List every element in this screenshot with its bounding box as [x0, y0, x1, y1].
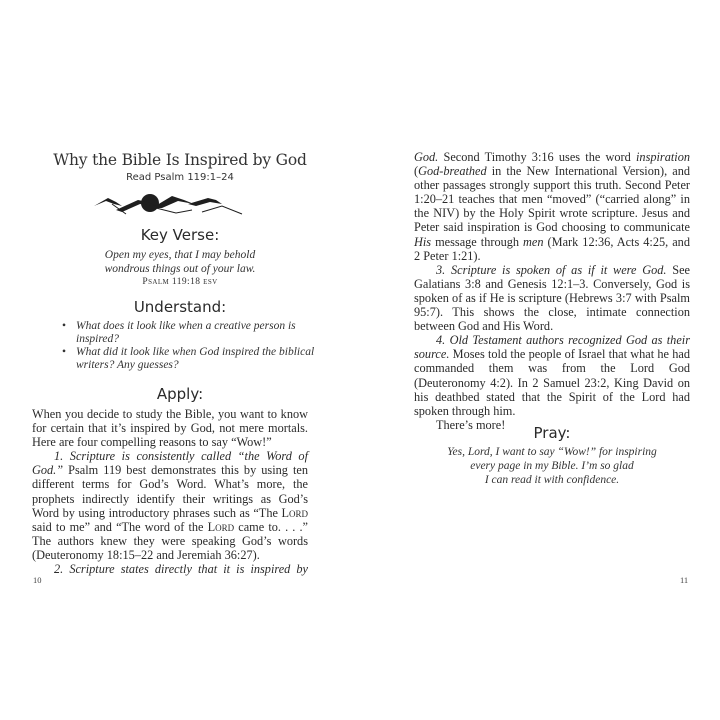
point-3: 3. Scripture is spoken of as if it were God. See Galatians 3:8 and Genesis 12:1–3. Conversely, God is spoken of as if He is scripture (Hebrews 3:7 with Psalm 95:7). This shows the close, intimate connection between God and His Word. — [414, 262, 690, 334]
prayer-line: every page in my Bible. I’m so glad — [470, 460, 634, 472]
prayer-text — [414, 445, 690, 487]
closing-line: There’s more! — [436, 417, 506, 432]
mountains-sun-icon — [92, 190, 244, 216]
key-verse-reference: Psalm 119:18 esv — [142, 277, 218, 287]
understand-questions — [62, 320, 332, 372]
question-item: • What does it look like when a creative person is inspired? — [62, 320, 296, 345]
reading-reference: Read Psalm 119:1–24 — [126, 172, 234, 183]
apply-heading: Apply: — [156, 385, 204, 403]
right-body — [414, 150, 690, 432]
page-title: Why the Bible Is Inspired by God — [53, 151, 307, 169]
question-item: • What did it look like when God inspired the biblical writers? Any guesses? — [62, 346, 315, 371]
prayer-line: I can read it with confidence. — [484, 474, 620, 486]
pray-heading: Pray: — [533, 424, 571, 442]
point-2-continuation: God. Second Timothy 3:16 uses the word inspiration (God-breathed in the New International Version), and other passages strongly support this truth. Second Peter 1:20–21 teaches that men “moved” (“carried along” in the NIV) by the Holy Spirit wrote scripture. Jesus and Peter said inspiration is God choosing to communicate His message through men (Mark 12:36, Acts 4:25, and 2 Peter 1:21). — [414, 150, 690, 263]
point-2-start: 2. Scripture states directly that it is inspired by — [54, 562, 308, 577]
point-1: 1. Scripture is consistently called “the Word of God.” Psalm 119 best demonstrates this by using ten different terms for God’s Word. What’s more, the prophets indirectly identify their writings as God’s Word by using introductory phrases such as “The Lord said to me” and “The word of the Lord came to. . . .” The authors knew they were speaking God’s words (Deuteronomy 18:15–22 and Jeremiah 36:27). — [32, 449, 308, 562]
page-number: 10 — [33, 575, 42, 585]
prayer-line: Yes, Lord, I want to say “Wow!” for inspiring — [447, 446, 657, 458]
apply-body — [32, 407, 308, 576]
apply-intro: When you decide to study the Bible, you want to know for certain that it’s inspired by God, not mere mortals. Here are four compelling reasons to say “Wow!” — [32, 407, 308, 450]
key-verse-line: Open my eyes, that I may behold — [104, 249, 256, 261]
bullet-icon: • — [62, 346, 67, 358]
key-verse-heading: Key Verse: — [140, 226, 220, 244]
bullet-icon: • — [62, 320, 67, 332]
key-verse-line: wondrous things out of your law. — [104, 263, 256, 275]
page-number: 11 — [680, 575, 689, 585]
key-verse-text — [30, 248, 330, 276]
understand-heading: Understand: — [133, 298, 227, 316]
point-4: 4. Old Testament authors recognized God as their source. Moses told the people of Israel that what he had commanded them was from the Lord God (Deuteronomy 4:2). In 2 Samuel 23:2, King David on his deathbed stated that the Spirit of the Lord had spoken through him. — [414, 333, 690, 418]
